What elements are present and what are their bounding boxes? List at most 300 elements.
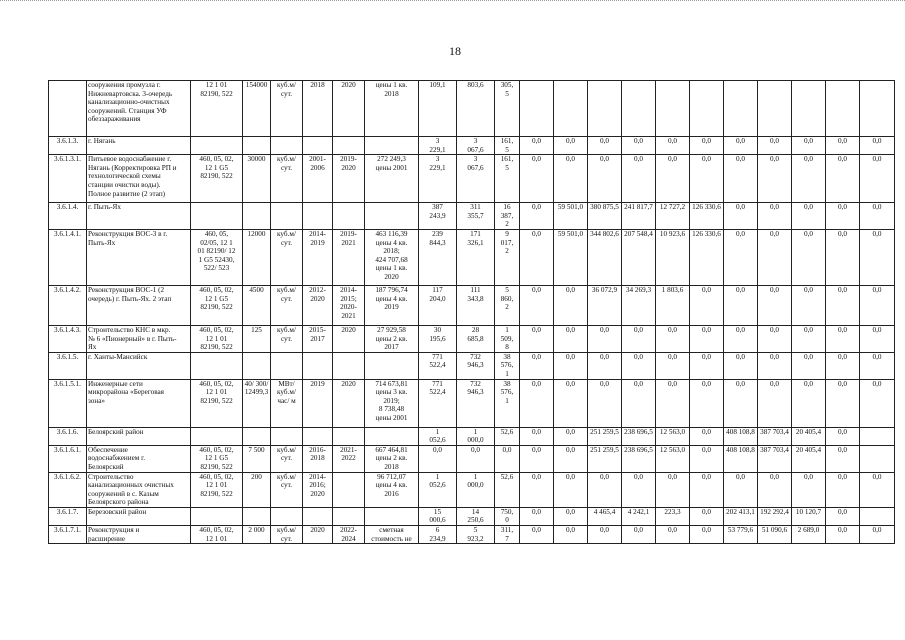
cell-financing-10: 0,0 (826, 526, 860, 544)
cell-financing-9: 20 405,4 (792, 427, 826, 445)
cell-financing-1: 0,0 (520, 352, 554, 379)
cell-estimated-cost: цены 1 кв. 2018 (365, 81, 419, 137)
cell-financing-7: 0,0 (724, 352, 758, 379)
cell-financing-4 (622, 81, 656, 137)
cell-build-years: 2020 (333, 81, 365, 137)
cell-row-code: 3.6.1.3.1. (49, 155, 87, 203)
cell-object-name: Реконструкция и расширение (87, 526, 191, 544)
cell-build-years (333, 507, 365, 525)
cell-total-value: 771 522,4 (419, 352, 457, 379)
cell-financing-9: 10 120,7 (792, 507, 826, 525)
cell-financing-9 (792, 81, 826, 137)
cell-object-name: Реконструкция ВОС-1 (2 очередь) г. Пыть-Ях. 2 этап (87, 285, 191, 325)
cell-financing-6 (690, 81, 724, 137)
cell-unit: куб.м/ сут. (271, 155, 303, 203)
cell-value-2: 9 017, 2 (495, 229, 520, 285)
table-row (49, 352, 895, 379)
cell-estimated-cost: 272 249,3 цены 2001 (365, 155, 419, 203)
cell-build-years: 2019- 2020 (333, 155, 365, 203)
cell-financing-5: 12 563,0 (656, 445, 690, 472)
cell-capacity: 4500 (243, 285, 271, 325)
cell-financing-1: 0,0 (520, 526, 554, 544)
cell-financing-7: 0,0 (724, 325, 758, 352)
cell-unit: куб.м/ сут. (271, 472, 303, 507)
cell-object-name: Строительство канализационных очистных сооружений в с. Казым Белоярского района (87, 472, 191, 507)
cell-estimated-cost: 667 464,81 цены 2 кв. 2018 (365, 445, 419, 472)
cell-estimated-cost: 27 929,58 цены 2 кв. 2017 (365, 325, 419, 352)
cell-financing-2: 0,0 (554, 379, 588, 427)
cell-design-years (303, 137, 333, 155)
cell-estimated-cost: 187 796,74 цены 4 кв. 2019 (365, 285, 419, 325)
cell-financing-1: 0,0 (520, 325, 554, 352)
cell-value-2: 311, 7 (495, 526, 520, 544)
cell-unit (271, 352, 303, 379)
cell-design-years: 2019 (303, 379, 333, 427)
cell-unit (271, 203, 303, 230)
cell-unit (271, 427, 303, 445)
cell-financing-2: 0,0 (554, 137, 588, 155)
cell-budget-code (191, 507, 243, 525)
cell-financing-8: 0,0 (758, 203, 792, 230)
cell-design-years: 2018 (303, 81, 333, 137)
cell-financing-6: 0,0 (690, 137, 724, 155)
cell-budget-code: 460, 05, 02, 12 1 G5 82190, 522 (191, 285, 243, 325)
investment-table (48, 80, 895, 544)
cell-financing-6: 0,0 (690, 285, 724, 325)
cell-financing-10: 0,0 (826, 285, 860, 325)
table-row (49, 325, 895, 352)
cell-value-2: 161, 5 (495, 137, 520, 155)
table-row (49, 81, 895, 137)
cell-financing-11: 0,0 (860, 352, 895, 379)
cell-capacity: 30000 (243, 155, 271, 203)
cell-financing-11: 0,0 (860, 203, 895, 230)
cell-financing-5 (656, 81, 690, 137)
cell-financing-8: 0,0 (758, 137, 792, 155)
cell-financing-2: 0,0 (554, 325, 588, 352)
cell-estimated-cost (365, 137, 419, 155)
cell-design-years: 2014- 2016; 2020 (303, 472, 333, 507)
cell-object-name: Реконструкция ВОС-3 в г. Пыть-Ях (87, 229, 191, 285)
cell-financing-9: 0,0 (792, 472, 826, 507)
cell-financing-2: 0,0 (554, 155, 588, 203)
cell-capacity: 12000 (243, 229, 271, 285)
cell-value-2: 5 860, 2 (495, 285, 520, 325)
cell-build-years (333, 472, 365, 507)
cell-design-years: 2016- 2018 (303, 445, 333, 472)
cell-financing-7: 0,0 (724, 155, 758, 203)
cell-financing-9: 0,0 (792, 352, 826, 379)
cell-financing-11: 0,0 (860, 526, 895, 544)
cell-financing-4: 0,0 (622, 155, 656, 203)
cell-financing-3: 0,0 (588, 137, 622, 155)
cell-estimated-cost (365, 352, 419, 379)
cell-financing-4: 4 242,1 (622, 507, 656, 525)
cell-financing-8 (758, 81, 792, 137)
cell-financing-8: 387 703,4 (758, 445, 792, 472)
cell-object-name: г. Ханты-Мансийск (87, 352, 191, 379)
cell-row-code: 3.6.1.4.2. (49, 285, 87, 325)
cell-total-value: 1 052,6 (419, 427, 457, 445)
cell-financing-6: 126 330,6 (690, 203, 724, 230)
cell-value-1: 732 946,3 (457, 379, 495, 427)
cell-capacity: 2 000 (243, 526, 271, 544)
cell-financing-1: 0,0 (520, 472, 554, 507)
cell-value-2: 0,0 (495, 445, 520, 472)
cell-financing-10: 0,0 (826, 379, 860, 427)
cell-financing-3: 0,0 (588, 155, 622, 203)
cell-total-value: 109,1 (419, 81, 457, 137)
cell-unit: куб.м/ сут. (271, 325, 303, 352)
cell-financing-2: 0,0 (554, 472, 588, 507)
cell-capacity: 7 500 (243, 445, 271, 472)
cell-object-name: сооружения промузла г. Нижневартовска. 3-очередь канализационно-очистных сооружений. Станция УФ обеззараживания (87, 81, 191, 137)
cell-unit: куб.м/ сут. (271, 526, 303, 544)
cell-financing-5: 0,0 (656, 526, 690, 544)
cell-build-years (333, 427, 365, 445)
cell-financing-2: 0,0 (554, 352, 588, 379)
cell-financing-9: 2 689,0 (792, 526, 826, 544)
cell-total-value: 30 195,6 (419, 325, 457, 352)
cell-financing-11: 0,0 (860, 325, 895, 352)
cell-capacity: 154000 (243, 81, 271, 137)
cell-financing-9: 20 405,4 (792, 445, 826, 472)
cell-financing-6: 0,0 (690, 526, 724, 544)
cell-value-2: 305, 5 (495, 81, 520, 137)
cell-financing-5: 0,0 (656, 472, 690, 507)
cell-financing-10: 0,0 (826, 352, 860, 379)
cell-budget-code: 460, 05, 02, 12 1 01 82190, 522 (191, 379, 243, 427)
cell-capacity (243, 427, 271, 445)
cell-financing-1: 0,0 (520, 229, 554, 285)
table-row (49, 379, 895, 427)
cell-financing-10: 0,0 (826, 229, 860, 285)
cell-financing-5: 0,0 (656, 379, 690, 427)
cell-financing-11 (860, 445, 895, 472)
cell-financing-11 (860, 427, 895, 445)
cell-financing-7 (724, 81, 758, 137)
table-row (49, 507, 895, 525)
cell-financing-7: 0,0 (724, 379, 758, 427)
cell-row-code: 3.6.1.7.1. (49, 526, 87, 544)
cell-financing-7: 408 108,8 (724, 445, 758, 472)
cell-unit: куб.м/ сут. (271, 445, 303, 472)
cell-value-1: 1 000,0 (457, 472, 495, 507)
cell-build-years: 2021- 2022 (333, 445, 365, 472)
cell-financing-11: 0,0 (860, 285, 895, 325)
cell-financing-5: 1 803,6 (656, 285, 690, 325)
cell-row-code: 3.6.1.4.1. (49, 229, 87, 285)
cell-financing-4: 207 548,4 (622, 229, 656, 285)
cell-financing-1: 0,0 (520, 445, 554, 472)
cell-value-2: 38 576, 1 (495, 352, 520, 379)
cell-row-code: 3.6.1.6. (49, 427, 87, 445)
cell-estimated-cost: 96 712,07 цены 4 кв. 2016 (365, 472, 419, 507)
cell-total-value: 239 844,3 (419, 229, 457, 285)
cell-financing-10: 0,0 (826, 445, 860, 472)
cell-financing-10: 0,0 (826, 507, 860, 525)
cell-capacity (243, 203, 271, 230)
cell-financing-3: 36 072,9 (588, 285, 622, 325)
cell-design-years: 2020 (303, 526, 333, 544)
cell-financing-5: 0,0 (656, 325, 690, 352)
cell-financing-4: 241 817,7 (622, 203, 656, 230)
cell-financing-1: 0,0 (520, 155, 554, 203)
cell-financing-9: 0,0 (792, 203, 826, 230)
cell-row-code: 3.6.1.3. (49, 137, 87, 155)
cell-financing-4: 0,0 (622, 526, 656, 544)
cell-financing-4: 34 269,3 (622, 285, 656, 325)
cell-capacity (243, 137, 271, 155)
cell-financing-1: 0,0 (520, 427, 554, 445)
table-row (49, 526, 895, 544)
cell-financing-1: 0,0 (520, 203, 554, 230)
cell-total-value: 0,0 (419, 445, 457, 472)
cell-financing-4: 238 696,5 (622, 427, 656, 445)
cell-financing-1: 0,0 (520, 137, 554, 155)
cell-financing-4: 0,0 (622, 137, 656, 155)
cell-financing-5: 0,0 (656, 137, 690, 155)
cell-value-1: 3 067,6 (457, 137, 495, 155)
cell-value-1: 732 946,3 (457, 352, 495, 379)
cell-row-code: 3.6.1.7. (49, 507, 87, 525)
cell-financing-6: 0,0 (690, 472, 724, 507)
cell-financing-10: 0,0 (826, 137, 860, 155)
cell-object-name: Обеспечение водоснабжением г. Белоярский (87, 445, 191, 472)
cell-build-years: 2022- 2024 (333, 526, 365, 544)
table-row (49, 155, 895, 203)
cell-design-years (303, 352, 333, 379)
cell-value-2: 52,6 (495, 472, 520, 507)
cell-design-years: 2014- 2019 (303, 229, 333, 285)
cell-financing-6: 0,0 (690, 325, 724, 352)
cell-budget-code: 460, 05, 02, 12 1 G5 82190, 522 (191, 155, 243, 203)
cell-capacity (243, 507, 271, 525)
cell-budget-code: 460, 05, 02, 12 1 01 (191, 526, 243, 544)
cell-financing-3: 380 875,5 (588, 203, 622, 230)
cell-object-name: Березовский район (87, 507, 191, 525)
cell-financing-3: 344 802,6 (588, 229, 622, 285)
cell-financing-7: 0,0 (724, 285, 758, 325)
cell-estimated-cost (365, 203, 419, 230)
cell-financing-8: 0,0 (758, 352, 792, 379)
cell-financing-9: 0,0 (792, 285, 826, 325)
table-row (49, 472, 895, 507)
cell-budget-code: 460, 05, 02/05, 12 1 01 82190/ 12 1 G5 52430, 522/ 523 (191, 229, 243, 285)
cell-financing-11 (860, 81, 895, 137)
cell-financing-4: 0,0 (622, 472, 656, 507)
table-row (49, 137, 895, 155)
cell-financing-2: 59 501,0 (554, 203, 588, 230)
cell-financing-8: 387 703,4 (758, 427, 792, 445)
cell-financing-4: 0,0 (622, 325, 656, 352)
cell-budget-code (191, 352, 243, 379)
cell-value-2: 750, 0 (495, 507, 520, 525)
cell-object-name: г. Нягань (87, 137, 191, 155)
cell-financing-6: 0,0 (690, 352, 724, 379)
cell-financing-1: 0,0 (520, 379, 554, 427)
cell-financing-6: 0,0 (690, 155, 724, 203)
cell-object-name: Белоярский район (87, 427, 191, 445)
cell-build-years: 2020 (333, 379, 365, 427)
top-dotted-rule (0, 0, 905, 7)
cell-capacity: 40/ 300/ 12499,3 (243, 379, 271, 427)
cell-row-code: 3.6.1.5.1. (49, 379, 87, 427)
cell-financing-1: 0,0 (520, 507, 554, 525)
cell-row-code: 3.6.1.6.2. (49, 472, 87, 507)
cell-build-years (333, 203, 365, 230)
cell-financing-3: 0,0 (588, 526, 622, 544)
cell-total-value: 3 229,1 (419, 137, 457, 155)
cell-financing-5: 223,3 (656, 507, 690, 525)
cell-financing-3: 4 465,4 (588, 507, 622, 525)
cell-capacity (243, 352, 271, 379)
table-row (49, 285, 895, 325)
cell-financing-6: 0,0 (690, 427, 724, 445)
cell-row-code: 3.6.1.6.1. (49, 445, 87, 472)
cell-financing-3: 0,0 (588, 325, 622, 352)
cell-financing-10: 0,0 (826, 203, 860, 230)
cell-financing-3 (588, 81, 622, 137)
cell-financing-8: 0,0 (758, 379, 792, 427)
cell-value-2: 161, 5 (495, 155, 520, 203)
cell-financing-7: 0,0 (724, 137, 758, 155)
cell-financing-8: 0,0 (758, 155, 792, 203)
cell-financing-7: 53 779,6 (724, 526, 758, 544)
cell-object-name: Питьевое водоснабжение г. Нягань (Корректировка РП и технологической схемы станции очистки воды). Полное развитие (2 этап) (87, 155, 191, 203)
cell-financing-10: 0,0 (826, 427, 860, 445)
cell-budget-code (191, 137, 243, 155)
cell-financing-11: 0,0 (860, 137, 895, 155)
cell-financing-10: 0,0 (826, 325, 860, 352)
cell-value-1: 5 923,2 (457, 526, 495, 544)
cell-financing-4: 0,0 (622, 379, 656, 427)
cell-financing-6: 0,0 (690, 379, 724, 427)
cell-design-years: 2015- 2017 (303, 325, 333, 352)
table-row (49, 229, 895, 285)
cell-capacity: 125 (243, 325, 271, 352)
table-body (49, 81, 895, 544)
cell-estimated-cost: 714 673,81 цены 3 кв. 2019; 8 738,48 цены 2001 (365, 379, 419, 427)
cell-financing-2: 0,0 (554, 445, 588, 472)
cell-financing-6: 0,0 (690, 507, 724, 525)
cell-financing-3: 0,0 (588, 379, 622, 427)
cell-financing-9: 0,0 (792, 229, 826, 285)
cell-value-2: 1 509, 8 (495, 325, 520, 352)
cell-value-1: 0,0 (457, 445, 495, 472)
table-row (49, 203, 895, 230)
cell-financing-10: 0,0 (826, 155, 860, 203)
cell-financing-2: 0,0 (554, 507, 588, 525)
cell-financing-11: 0,0 (860, 155, 895, 203)
cell-financing-7: 408 108,8 (724, 427, 758, 445)
cell-financing-7: 202 413,1 (724, 507, 758, 525)
cell-value-1: 28 685,8 (457, 325, 495, 352)
cell-design-years: 2012- 2020 (303, 285, 333, 325)
cell-build-years (333, 352, 365, 379)
cell-capacity: 200 (243, 472, 271, 507)
cell-financing-6: 126 330,6 (690, 229, 724, 285)
cell-financing-3: 0,0 (588, 352, 622, 379)
cell-financing-9: 0,0 (792, 155, 826, 203)
cell-financing-2: 59 501,0 (554, 229, 588, 285)
cell-total-value: 117 204,0 (419, 285, 457, 325)
cell-financing-5: 0,0 (656, 352, 690, 379)
cell-financing-2 (554, 81, 588, 137)
cell-budget-code: 460, 05, 02, 12 1 G5 82190, 522 (191, 445, 243, 472)
cell-design-years (303, 203, 333, 230)
cell-value-1: 1 000,0 (457, 427, 495, 445)
cell-financing-7: 0,0 (724, 229, 758, 285)
cell-total-value: 771 522,4 (419, 379, 457, 427)
cell-financing-2: 0,0 (554, 427, 588, 445)
cell-row-code: 3.6.1.4. (49, 203, 87, 230)
cell-financing-4: 0,0 (622, 352, 656, 379)
cell-value-2: 16 387, 2 (495, 203, 520, 230)
cell-unit (271, 137, 303, 155)
cell-financing-9: 0,0 (792, 137, 826, 155)
cell-unit: куб.м/ сут. (271, 285, 303, 325)
cell-financing-7: 0,0 (724, 203, 758, 230)
cell-estimated-cost (365, 427, 419, 445)
cell-build-years: 2019- 2021 (333, 229, 365, 285)
cell-financing-2: 0,0 (554, 285, 588, 325)
cell-financing-11: 0,0 (860, 229, 895, 285)
cell-financing-11: 0,0 (860, 379, 895, 427)
cell-financing-3: 251 259,5 (588, 445, 622, 472)
cell-budget-code: 12 1 01 82190, 522 (191, 81, 243, 137)
cell-total-value: 3 229,1 (419, 155, 457, 203)
cell-unit (271, 507, 303, 525)
cell-object-name: Строительство КНС в мкр. № 6 «Пионерный» в г. Пыть- Ях (87, 325, 191, 352)
cell-financing-11 (860, 507, 895, 525)
cell-unit: куб.м/ сут. (271, 81, 303, 137)
cell-financing-8: 51 090,6 (758, 526, 792, 544)
cell-financing-9: 0,0 (792, 325, 826, 352)
cell-estimated-cost (365, 507, 419, 525)
cell-value-1: 803,6 (457, 81, 495, 137)
cell-unit: МВт/ куб.м/ час/ м (271, 379, 303, 427)
cell-financing-7: 0,0 (724, 472, 758, 507)
table-row (49, 445, 895, 472)
cell-financing-3: 251 259,5 (588, 427, 622, 445)
cell-budget-code (191, 427, 243, 445)
cell-financing-5: 0,0 (656, 155, 690, 203)
page-number: 18 (449, 44, 461, 58)
cell-design-years (303, 507, 333, 525)
cell-total-value: 1 052,6 (419, 472, 457, 507)
cell-build-years: 2020 (333, 325, 365, 352)
cell-financing-1: 0,0 (520, 285, 554, 325)
cell-financing-2: 0,0 (554, 526, 588, 544)
cell-object-name: Инженерные сети микрорайона «Береговая зона» (87, 379, 191, 427)
cell-budget-code: 460, 05, 02, 12 1 01 82190, 522 (191, 472, 243, 507)
cell-total-value: 387 243,9 (419, 203, 457, 230)
cell-value-2: 52,6 (495, 427, 520, 445)
cell-financing-4: 238 696,5 (622, 445, 656, 472)
cell-value-1: 14 250,6 (457, 507, 495, 525)
cell-financing-6: 0,0 (690, 445, 724, 472)
cell-financing-8: 0,0 (758, 229, 792, 285)
cell-financing-1 (520, 81, 554, 137)
cell-value-2: 38 576, 1 (495, 379, 520, 427)
cell-financing-11: 0,0 (860, 472, 895, 507)
cell-financing-3: 0,0 (588, 472, 622, 507)
cell-financing-10: 0,0 (826, 472, 860, 507)
cell-row-code: 3.6.1.5. (49, 352, 87, 379)
table-row (49, 427, 895, 445)
cell-financing-5: 10 923,6 (656, 229, 690, 285)
